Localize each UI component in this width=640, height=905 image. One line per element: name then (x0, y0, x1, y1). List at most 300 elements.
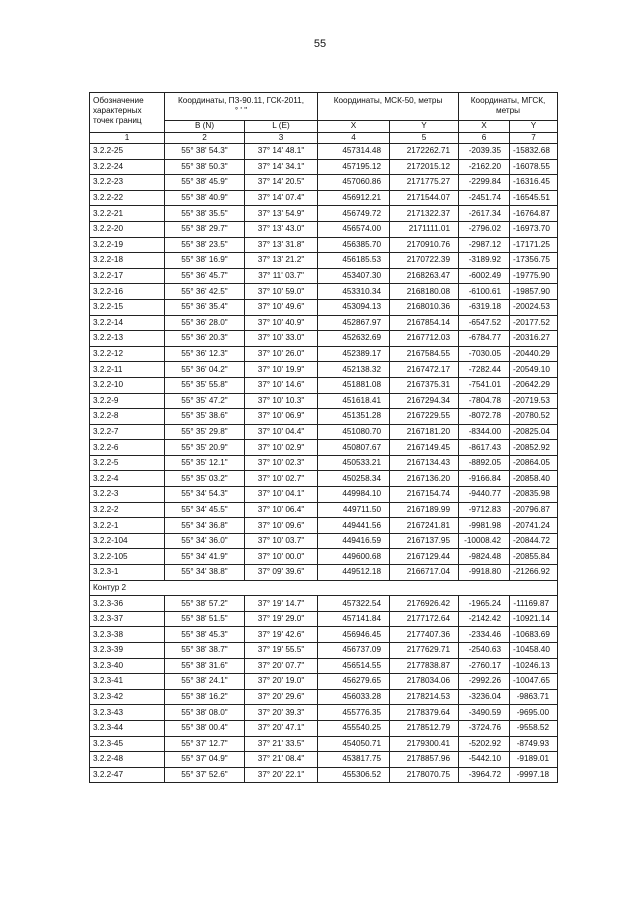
msk-x: 456185.53 (318, 253, 390, 269)
mgsk-y: -20855.84 (510, 549, 558, 565)
longitude-l: 37° 13' 43.0" (245, 221, 318, 237)
pz-coordinates-header (165, 93, 318, 121)
mgsk-y: -10921.14 (510, 611, 558, 627)
point-id: 3.2.2-9 (90, 393, 165, 409)
msk-x: 457322.54 (318, 596, 390, 612)
latitude-b: 55° 38' 45.3" (165, 627, 245, 643)
table-row (90, 549, 558, 565)
longitude-l: 37° 10' 14.6" (245, 377, 318, 393)
mgsk-y: -20780.52 (510, 409, 558, 425)
point-id: 3.2.2-18 (90, 253, 165, 269)
point-id: 3.2.2-12 (90, 346, 165, 362)
mgsk-y: -10047.65 (510, 674, 558, 690)
mgsk-x: -2760.17 (459, 658, 510, 674)
point-id: 3.2.2-24 (90, 159, 165, 175)
latitude-b: 55° 36' 20.3" (165, 331, 245, 347)
mgsk-x: -5202.92 (459, 736, 510, 752)
msk-x: 451080.70 (318, 424, 390, 440)
longitude-l: 37° 10' 59.0" (245, 284, 318, 300)
latitude-b: 55° 38' 57.2" (165, 596, 245, 612)
mgsk-y: -20844.72 (510, 533, 558, 549)
latitude-b: 55° 35' 47.2" (165, 393, 245, 409)
longitude-l: 37° 10' 10.3" (245, 393, 318, 409)
msk-y: 2167136.20 (390, 471, 459, 487)
point-id: 3.2.2-19 (90, 237, 165, 253)
msk-y: 2172262.71 (390, 144, 459, 160)
longitude-l: 37° 10' 00.0" (245, 549, 318, 565)
header-msk-x: X (318, 121, 390, 133)
column-number: 4 (318, 133, 390, 144)
longitude-l: 37° 10' 03.7" (245, 533, 318, 549)
table-row (90, 705, 558, 721)
msk-y: 2170722.39 (390, 253, 459, 269)
point-id: 3.2.2-25 (90, 144, 165, 160)
mgsk-y: -20864.05 (510, 455, 558, 471)
coordinates-table (89, 92, 558, 783)
msk-y: 2167129.44 (390, 549, 459, 565)
table-row (90, 175, 558, 191)
longitude-l: 37° 09' 39.6" (245, 565, 318, 581)
msk-y: 2178857.96 (390, 752, 459, 768)
msk-y: 2167137.95 (390, 533, 459, 549)
longitude-l: 37° 20' 29.6" (245, 689, 318, 705)
msk-y: 2171544.07 (390, 190, 459, 206)
pz-coordinates-title: Координаты, ПЗ-90.11, ГСК-2011, (178, 96, 305, 105)
latitude-b: 55° 38' 54.3" (165, 144, 245, 160)
msk-y: 2177838.87 (390, 658, 459, 674)
table-row (90, 237, 558, 253)
mgsk-x: -6100.61 (459, 284, 510, 300)
mgsk-y: -10683.69 (510, 627, 558, 643)
table-row (90, 284, 558, 300)
msk-y: 2171111.01 (390, 221, 459, 237)
msk-y: 2177629.71 (390, 643, 459, 659)
latitude-b: 55° 34' 45.5" (165, 502, 245, 518)
msk-x: 454050.71 (318, 736, 390, 752)
table-row (90, 487, 558, 503)
table-row (90, 658, 558, 674)
point-id: 3.2.2-104 (90, 533, 165, 549)
section-row (90, 580, 558, 596)
column-number: 3 (245, 133, 318, 144)
mgsk-x: -9824.48 (459, 549, 510, 565)
latitude-b: 55° 38' 00.4" (165, 720, 245, 736)
longitude-l: 37° 10' 40.9" (245, 315, 318, 331)
msk-x: 451351.28 (318, 409, 390, 425)
latitude-b: 55° 38' 23.5" (165, 237, 245, 253)
column-number: 6 (459, 133, 510, 144)
mgsk-x: -9981.98 (459, 518, 510, 534)
mgsk-x: -1965.24 (459, 596, 510, 612)
msk-y: 2171775.27 (390, 175, 459, 191)
mgsk-x: -9712.83 (459, 502, 510, 518)
latitude-b: 55° 37' 12.7" (165, 736, 245, 752)
msk-y: 2167189.99 (390, 502, 459, 518)
point-id: 3.2.3-38 (90, 627, 165, 643)
msk-x: 449416.59 (318, 533, 390, 549)
longitude-l: 37° 13' 21.2" (245, 253, 318, 269)
msk-y: 2171322.37 (390, 206, 459, 222)
table-row (90, 299, 558, 315)
mgsk-x: -3236.04 (459, 689, 510, 705)
column-number: 2 (165, 133, 245, 144)
msk-x: 457141.84 (318, 611, 390, 627)
mgsk-y: -20440.29 (510, 346, 558, 362)
point-id: 3.2.3-1 (90, 565, 165, 581)
msk-x: 457195.12 (318, 159, 390, 175)
mgsk-x: -3724.76 (459, 720, 510, 736)
mgsk-y: -17171.25 (510, 237, 558, 253)
msk-x: 450807.67 (318, 440, 390, 456)
msk-x: 452632.69 (318, 331, 390, 347)
longitude-l: 37° 14' 20.5" (245, 175, 318, 191)
mgsk-x: -2992.26 (459, 674, 510, 690)
msk-x: 456279.65 (318, 674, 390, 690)
mgsk-x: -2540.63 (459, 643, 510, 659)
table-row (90, 159, 558, 175)
latitude-b: 55° 35' 29.8" (165, 424, 245, 440)
msk-y: 2177172.64 (390, 611, 459, 627)
point-id: 3.2.3-40 (90, 658, 165, 674)
msk-y: 2167294.34 (390, 393, 459, 409)
latitude-b: 55° 35' 20.9" (165, 440, 245, 456)
point-id: 3.2.3-39 (90, 643, 165, 659)
msk-y: 2167229.55 (390, 409, 459, 425)
point-id: 3.2.2-14 (90, 315, 165, 331)
longitude-l: 37° 10' 19.9" (245, 362, 318, 378)
msk-x: 453310.34 (318, 284, 390, 300)
longitude-l: 37° 10' 33.0" (245, 331, 318, 347)
mgsk-x: -5442.10 (459, 752, 510, 768)
msk-x: 456385.70 (318, 237, 390, 253)
mgsk-x: -7804.78 (459, 393, 510, 409)
latitude-b: 55° 38' 24.1" (165, 674, 245, 690)
mgsk-x: -8617.43 (459, 440, 510, 456)
point-id: 3.2.2-105 (90, 549, 165, 565)
longitude-l: 37° 13' 54.9" (245, 206, 318, 222)
longitude-l: 37° 10' 06.4" (245, 502, 318, 518)
page-number: 55 (313, 38, 327, 50)
mgsk-x: -10008.42 (459, 533, 510, 549)
mgsk-x: -2299.84 (459, 175, 510, 191)
msk-x: 455306.52 (318, 767, 390, 783)
table-row (90, 752, 558, 768)
mgsk-y: -19857.90 (510, 284, 558, 300)
mgsk-y: -20642.29 (510, 377, 558, 393)
point-id: 3.2.3-42 (90, 689, 165, 705)
mgsk-x: -3964.72 (459, 767, 510, 783)
column-number: 5 (390, 133, 459, 144)
mgsk-y: -10246.13 (510, 658, 558, 674)
mgsk-x: -2142.42 (459, 611, 510, 627)
msk-x: 456946.45 (318, 627, 390, 643)
point-id: 3.2.2-17 (90, 268, 165, 284)
longitude-l: 37° 19' 55.5" (245, 643, 318, 659)
mgsk-y: -11169.87 (510, 596, 558, 612)
point-id: 3.2.3-43 (90, 705, 165, 721)
latitude-b: 55° 38' 29.7" (165, 221, 245, 237)
msk-y: 2167854.14 (390, 315, 459, 331)
msk-x: 455776.35 (318, 705, 390, 721)
longitude-l: 37° 20' 47.1" (245, 720, 318, 736)
header-number-row (90, 133, 558, 144)
longitude-l: 37° 10' 02.9" (245, 440, 318, 456)
table-row (90, 206, 558, 222)
mgsk-coordinates-header: Координаты, МГСК, метры (459, 93, 558, 121)
msk-x: 457060.86 (318, 175, 390, 191)
msk-y: 2167134.43 (390, 455, 459, 471)
msk-x: 453407.30 (318, 268, 390, 284)
mgsk-y: -10458.40 (510, 643, 558, 659)
longitude-l: 37° 13' 31.8" (245, 237, 318, 253)
mgsk-x: -2617.34 (459, 206, 510, 222)
mgsk-x: -9440.77 (459, 487, 510, 503)
msk-y: 2178379.64 (390, 705, 459, 721)
msk-x: 449441.56 (318, 518, 390, 534)
longitude-l: 37° 20' 19.0" (245, 674, 318, 690)
msk-x: 450258.34 (318, 471, 390, 487)
mgsk-x: -6784.77 (459, 331, 510, 347)
mgsk-x: -2334.46 (459, 627, 510, 643)
mgsk-x: -6547.52 (459, 315, 510, 331)
latitude-b: 55° 36' 28.0" (165, 315, 245, 331)
longitude-l: 37° 19' 14.7" (245, 596, 318, 612)
msk-x: 452867.97 (318, 315, 390, 331)
latitude-b: 55° 35' 55.8" (165, 377, 245, 393)
section-label: Контур 2 (90, 580, 558, 596)
mgsk-y: -20549.10 (510, 362, 558, 378)
column-number: 1 (90, 133, 165, 144)
mgsk-x: -8072.78 (459, 409, 510, 425)
longitude-l: 37° 14' 34.1" (245, 159, 318, 175)
mgsk-x: -2796.02 (459, 221, 510, 237)
point-designation-header: Обозначение характерных точек границ (90, 93, 165, 133)
msk-y: 2167712.03 (390, 331, 459, 347)
longitude-l: 37° 21' 08.4" (245, 752, 318, 768)
msk-x: 453094.13 (318, 299, 390, 315)
table-row (90, 565, 558, 581)
table-row (90, 471, 558, 487)
point-id: 3.2.2-20 (90, 221, 165, 237)
latitude-b: 55° 34' 36.0" (165, 533, 245, 549)
table-row (90, 455, 558, 471)
longitude-l: 37° 10' 02.3" (245, 455, 318, 471)
msk-y: 2167181.20 (390, 424, 459, 440)
msk-y: 2178512.79 (390, 720, 459, 736)
pz-coordinates-units: ° ' " (234, 106, 248, 115)
mgsk-y: -20024.53 (510, 299, 558, 315)
msk-x: 455540.25 (318, 720, 390, 736)
mgsk-y: -20741.24 (510, 518, 558, 534)
msk-y: 2166717.04 (390, 565, 459, 581)
longitude-l: 37° 20' 22.1" (245, 767, 318, 783)
longitude-l: 37° 10' 04.4" (245, 424, 318, 440)
mgsk-y: -16973.70 (510, 221, 558, 237)
latitude-b: 55° 35' 38.6" (165, 409, 245, 425)
msk-y: 2167472.17 (390, 362, 459, 378)
msk-y: 2168180.08 (390, 284, 459, 300)
header-b: B (N) (165, 121, 245, 133)
latitude-b: 55° 38' 08.0" (165, 705, 245, 721)
table-body (90, 144, 558, 783)
table-row (90, 518, 558, 534)
msk-y: 2177407.36 (390, 627, 459, 643)
msk-x: 452389.17 (318, 346, 390, 362)
table-row (90, 767, 558, 783)
mgsk-y: -20835.98 (510, 487, 558, 503)
mgsk-y: -8749.93 (510, 736, 558, 752)
msk-y: 2167149.45 (390, 440, 459, 456)
longitude-l: 37° 10' 02.7" (245, 471, 318, 487)
table-row (90, 502, 558, 518)
point-id: 3.2.2-8 (90, 409, 165, 425)
msk-y: 2172015.12 (390, 159, 459, 175)
msk-y: 2179300.41 (390, 736, 459, 752)
mgsk-y: -20177.52 (510, 315, 558, 331)
msk-y: 2178034.06 (390, 674, 459, 690)
point-id: 3.2.2-2 (90, 502, 165, 518)
point-id: 3.2.3-45 (90, 736, 165, 752)
table-row (90, 268, 558, 284)
table-row (90, 331, 558, 347)
msk-y: 2178070.75 (390, 767, 459, 783)
mgsk-x: -8344.00 (459, 424, 510, 440)
latitude-b: 55° 38' 16.9" (165, 253, 245, 269)
point-id: 3.2.2-22 (90, 190, 165, 206)
mgsk-y: -20316.27 (510, 331, 558, 347)
mgsk-y: -9189.01 (510, 752, 558, 768)
mgsk-y: -19775.90 (510, 268, 558, 284)
point-id: 3.2.3-37 (90, 611, 165, 627)
point-id: 3.2.2-11 (90, 362, 165, 378)
table-row (90, 377, 558, 393)
latitude-b: 55° 35' 03.2" (165, 471, 245, 487)
msk-x: 449600.68 (318, 549, 390, 565)
longitude-l: 37° 14' 48.1" (245, 144, 318, 160)
latitude-b: 55° 36' 45.7" (165, 268, 245, 284)
header-group-row (90, 93, 558, 121)
table-row (90, 674, 558, 690)
mgsk-x: -3490.59 (459, 705, 510, 721)
header-msk-y: Y (390, 121, 459, 133)
msk-x: 456749.72 (318, 206, 390, 222)
point-id: 3.2.2-21 (90, 206, 165, 222)
latitude-b: 55° 37' 52.6" (165, 767, 245, 783)
longitude-l: 37° 19' 29.0" (245, 611, 318, 627)
mgsk-x: -8892.05 (459, 455, 510, 471)
mgsk-x: -2451.74 (459, 190, 510, 206)
point-id: 3.2.2-13 (90, 331, 165, 347)
point-id: 3.2.2-16 (90, 284, 165, 300)
mgsk-x: -9166.84 (459, 471, 510, 487)
table-row (90, 689, 558, 705)
mgsk-y: -20719.53 (510, 393, 558, 409)
longitude-l: 37° 20' 07.7" (245, 658, 318, 674)
msk-x: 456033.28 (318, 689, 390, 705)
longitude-l: 37° 10' 26.0" (245, 346, 318, 362)
point-id: 3.2.2-3 (90, 487, 165, 503)
mgsk-y: -9997.18 (510, 767, 558, 783)
latitude-b: 55° 38' 31.6" (165, 658, 245, 674)
point-id: 3.2.2-47 (90, 767, 165, 783)
mgsk-y: -21266.92 (510, 565, 558, 581)
longitude-l: 37° 10' 49.6" (245, 299, 318, 315)
latitude-b: 55° 38' 16.2" (165, 689, 245, 705)
point-id: 3.2.2-1 (90, 518, 165, 534)
table-row (90, 643, 558, 659)
table-row (90, 611, 558, 627)
point-id: 3.2.2-4 (90, 471, 165, 487)
table-row (90, 221, 558, 237)
latitude-b: 55° 36' 35.4" (165, 299, 245, 315)
mgsk-y: -16545.51 (510, 190, 558, 206)
point-id: 3.2.3-36 (90, 596, 165, 612)
header-mgsk-x: X (459, 121, 510, 133)
table-row (90, 253, 558, 269)
msk-y: 2170910.76 (390, 237, 459, 253)
table-row (90, 720, 558, 736)
msk-coordinates-header: Координаты, МСК-50, метры (318, 93, 459, 121)
latitude-b: 55° 38' 40.9" (165, 190, 245, 206)
mgsk-x: -3189.92 (459, 253, 510, 269)
msk-x: 450533.21 (318, 455, 390, 471)
latitude-b: 55° 38' 35.5" (165, 206, 245, 222)
mgsk-x: -2987.12 (459, 237, 510, 253)
mgsk-x: -6002.49 (459, 268, 510, 284)
column-number: 7 (510, 133, 558, 144)
mgsk-x: -9918.80 (459, 565, 510, 581)
longitude-l: 37° 21' 33.5" (245, 736, 318, 752)
msk-x: 451618.41 (318, 393, 390, 409)
point-id: 3.2.2-48 (90, 752, 165, 768)
table-row (90, 736, 558, 752)
point-id: 3.2.2-15 (90, 299, 165, 315)
msk-y: 2176926.42 (390, 596, 459, 612)
point-id: 3.2.2-7 (90, 424, 165, 440)
mgsk-y: -20825.04 (510, 424, 558, 440)
header-l: L (E) (245, 121, 318, 133)
msk-x: 452138.32 (318, 362, 390, 378)
msk-x: 451881.08 (318, 377, 390, 393)
latitude-b: 55° 37' 04.9" (165, 752, 245, 768)
latitude-b: 55° 38' 38.7" (165, 643, 245, 659)
mgsk-y: -15832.68 (510, 144, 558, 160)
mgsk-y: -9863.71 (510, 689, 558, 705)
table-row (90, 533, 558, 549)
table-row (90, 596, 558, 612)
msk-x: 456737.09 (318, 643, 390, 659)
mgsk-y: -16078.55 (510, 159, 558, 175)
point-id: 3.2.2-10 (90, 377, 165, 393)
point-id: 3.2.2-23 (90, 175, 165, 191)
table-row (90, 315, 558, 331)
msk-y: 2167241.81 (390, 518, 459, 534)
latitude-b: 55° 38' 45.9" (165, 175, 245, 191)
table-row (90, 409, 558, 425)
latitude-b: 55° 34' 36.8" (165, 518, 245, 534)
table-row (90, 424, 558, 440)
mgsk-y: -16764.87 (510, 206, 558, 222)
point-id: 3.2.3-41 (90, 674, 165, 690)
msk-x: 453817.75 (318, 752, 390, 768)
msk-x: 456574.00 (318, 221, 390, 237)
point-id: 3.2.2-5 (90, 455, 165, 471)
msk-x: 449512.18 (318, 565, 390, 581)
longitude-l: 37° 14' 07.4" (245, 190, 318, 206)
latitude-b: 55° 36' 42.5" (165, 284, 245, 300)
latitude-b: 55° 36' 12.3" (165, 346, 245, 362)
mgsk-y: -20796.87 (510, 502, 558, 518)
